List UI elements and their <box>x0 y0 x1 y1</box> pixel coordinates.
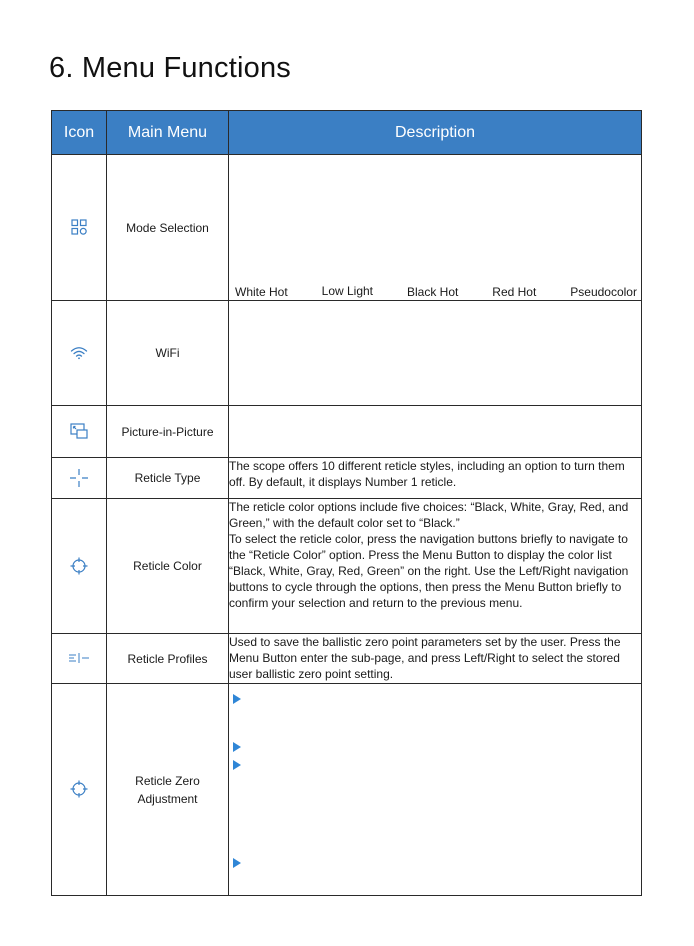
reticle-color-instructions-text: To select the reticle color, press the navigation buttons briefly to navigate to the “Reticle Color” option. Press the Menu Button to display the color list “Black, White, Gray, Red, Green” on the right. Use the Left/Right navigation buttons to cycle through the options, then press the Menu Button briefly to confirm your selection and return to the previous menu. <box>229 532 629 610</box>
main-menu-mode-selection: Mode Selection <box>107 155 229 301</box>
mode-label: White Hot <box>235 285 288 299</box>
bullet-marker <box>233 694 241 704</box>
table-row <box>52 301 642 406</box>
crosshair-icon <box>69 469 89 486</box>
table-row <box>52 499 642 634</box>
reticle-zero-description <box>229 684 642 896</box>
profiles-icon <box>68 650 90 667</box>
table-row <box>52 684 642 896</box>
mode-label: Red Hot <box>492 285 537 299</box>
table-row <box>52 634 642 684</box>
mode-grid-icon <box>71 219 87 236</box>
reticle-profiles-description: Used to save the ballistic zero point parameters set by the user. Press the Menu Button enter the sub-page, and press Left/Right to select the stored user ballistic zero point setting. <box>229 634 642 684</box>
pip-description <box>229 406 642 458</box>
bullet-marker <box>233 760 241 770</box>
bullet-list <box>229 684 641 895</box>
main-menu-wifi: WiFi <box>107 301 229 406</box>
main-menu-reticle-type: Reticle Type <box>107 458 229 499</box>
table-row <box>52 458 642 499</box>
wifi-description <box>229 301 642 406</box>
page-title: 6. Menu Functions <box>49 52 291 84</box>
picture-in-picture-icon <box>70 423 88 440</box>
mode-options <box>229 284 641 300</box>
table-row <box>52 155 642 301</box>
main-menu-reticle-color: Reticle Color <box>107 499 229 634</box>
mode-label: Low Light <box>321 284 374 298</box>
wifi-icon <box>70 344 88 361</box>
main-menu-reticle-zero-adjustment <box>107 684 229 896</box>
target-icon <box>70 781 88 798</box>
table-row <box>52 406 642 458</box>
mode-label: Black Hot <box>406 285 459 299</box>
main-menu-picture-in-picture: Picture-in-Picture <box>107 406 229 458</box>
mode-description <box>229 155 642 301</box>
main-menu-label-line: Adjustment <box>137 791 198 806</box>
main-menu-reticle-profiles: Reticle Profiles <box>107 634 229 684</box>
bullet-marker <box>233 858 241 868</box>
reticle-color-description <box>229 499 642 634</box>
menu-functions-table <box>51 110 642 896</box>
bullet-marker <box>233 742 241 752</box>
header-main-menu: Main Menu <box>107 111 229 155</box>
reticle-color-options-text: The reticle color options include five choices: “Black, White, Gray, Red, and Green,” with the default color set to “Black.” <box>229 500 629 530</box>
target-icon <box>70 557 88 574</box>
header-description: Description <box>229 111 642 155</box>
header-icon: Icon <box>52 111 107 155</box>
main-menu-label-line: Reticle Zero <box>135 773 200 788</box>
table-header-row <box>52 111 642 155</box>
mode-label: Pseudocolor <box>570 285 637 299</box>
reticle-type-description: The scope offers 10 different reticle styles, including an option to turn them off. By default, it displays Number 1 reticle. <box>229 458 642 499</box>
